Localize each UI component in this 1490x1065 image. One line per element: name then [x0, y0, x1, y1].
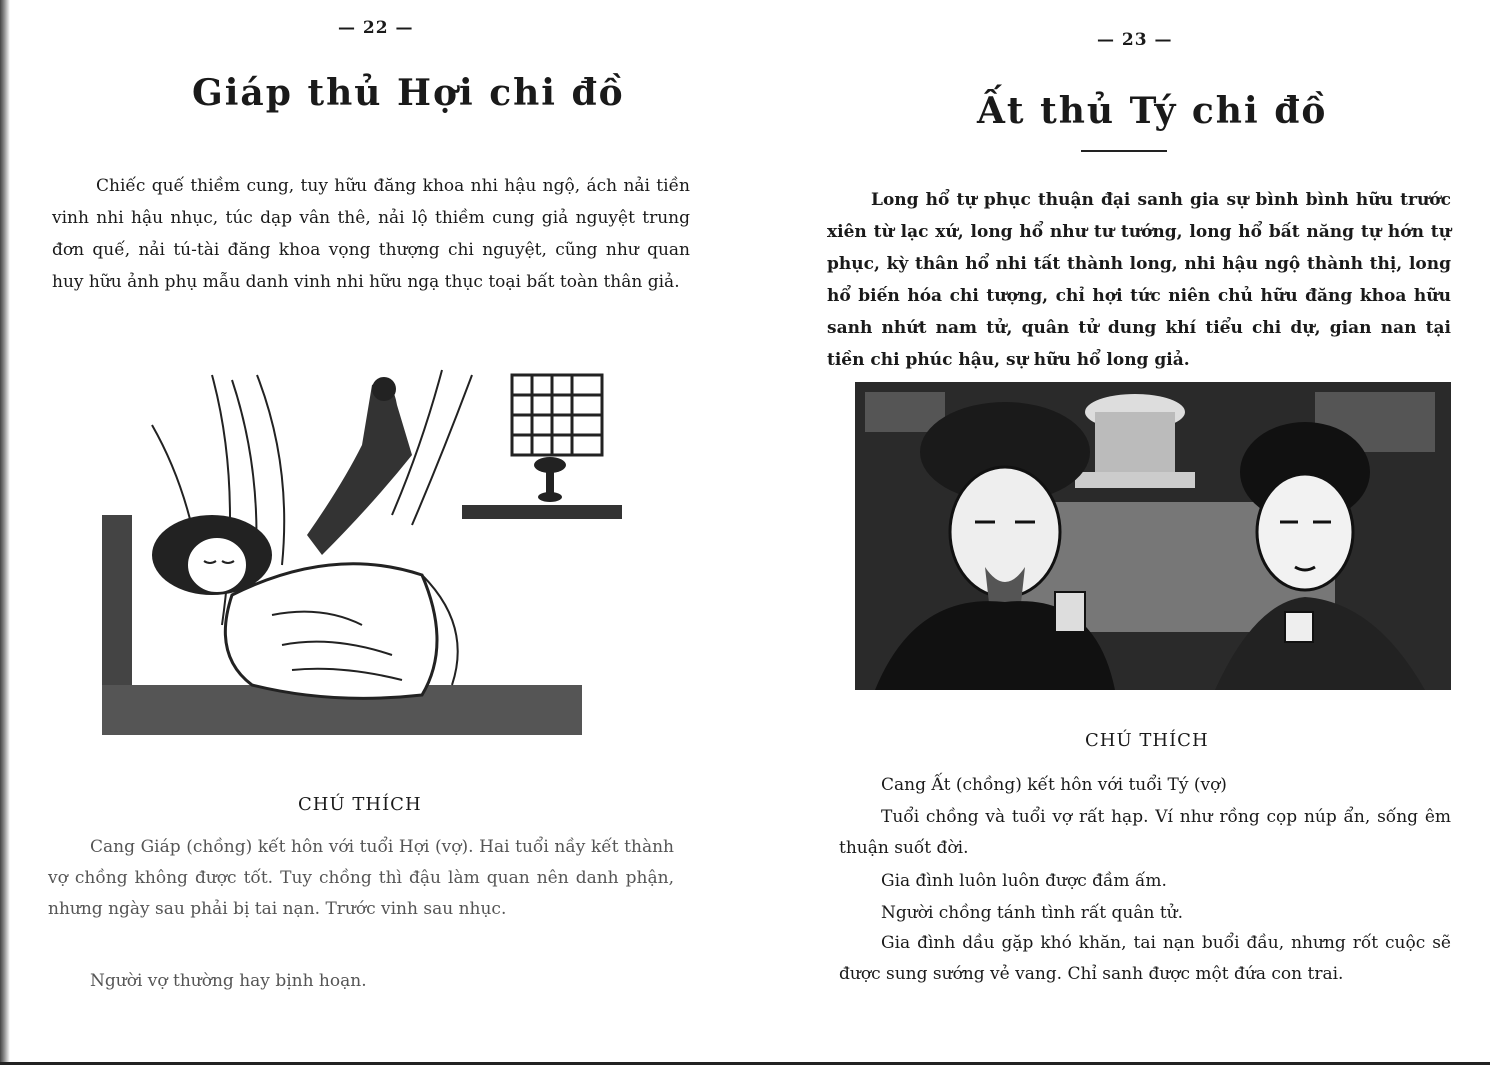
notes-heading: CHÚ THÍCH — [1085, 730, 1209, 751]
page-number: — 22 — — [338, 18, 414, 38]
page-title: Giáp thủ Hợi chi đồ — [192, 72, 625, 114]
page-edge-shadow — [0, 0, 10, 1065]
woman-face — [187, 537, 247, 593]
note-paragraph: Gia đình dầu gặp khó khăn, tai nạn buổi đầu, nhưng rốt cuộc sẽ được sung sướng vẻ vang. Chỉ sanh được một đứa con trai. — [839, 933, 1451, 984]
notes-heading: CHÚ THÍCH — [298, 794, 422, 815]
note-paragraph: Tuổi chồng và tuổi vợ rất hạp. Ví như rồng cọp núp ẩn, sống êm thuận suốt đời. — [839, 807, 1451, 858]
note-paragraph: Cang Giáp (chồng) kết hôn với tuổi Hợi (vợ). Hai tuổi nầy kết thành vợ chồng không được tốt. Tuy chồng thì đậu làm quan nên danh phận, nhưng ngày sau phải bị tai nạn. Trước vinh sau nhục. — [48, 837, 674, 919]
wall-shelf — [462, 505, 622, 519]
intro-paragraph: Long hổ tự phục thuận đại sanh gia sự bình bình hữu trước xiên từ lạc xứ, long hổ như tư tướng, long hổ bất năng tự hớn tự phục, kỳ thân hổ nhi tất thành long, nhi hậu ngộ thành thị, long hổ biến hóa chi tượng, chỉ hợi tức niên chủ hữu đăng khoa hữu sanh nhứt nam tử, quân tử dung khí tiểu chi dự, gian nan tại tiền chi phúc hậu, sự hữu hổ long giả. — [827, 190, 1451, 370]
figure-head — [372, 377, 396, 401]
page-number: — 23 — — [1097, 30, 1173, 50]
bedroom-illustration — [92, 365, 652, 745]
right-page — [745, 0, 1490, 1065]
note-paragraph: Người chồng tánh tình rất quân tử. — [881, 903, 1184, 923]
note-paragraph: Gia đình luôn luôn được đầm ấm. — [881, 871, 1167, 891]
title-divider — [1081, 150, 1167, 152]
note-paragraph: Cang Ất (chồng) kết hôn với tuổi Tý (vợ) — [881, 775, 1227, 795]
couple-illustration — [855, 382, 1451, 690]
blanket — [225, 564, 437, 699]
intro-paragraph: Chiếc quế thiềm cung, tuy hữu đăng khoa nhi hậu ngộ, ách nải tiền vinh nhi hậu nhục, túc dạp vân thê, nải lộ thiềm cung giả nguyệt trung đơn quế, nải tú-tài đăng khoa vọng thượng chi nguyệt, cũng như quan huy hữu ảnh phụ mẫu danh vinh nhi hữu ngạ thục toại bất toàn thân giả. — [52, 176, 690, 292]
page-title: Ất thủ Tý chi đồ — [977, 90, 1328, 132]
note-paragraph: Người vợ thường hay bịnh hoạn. — [90, 971, 367, 991]
